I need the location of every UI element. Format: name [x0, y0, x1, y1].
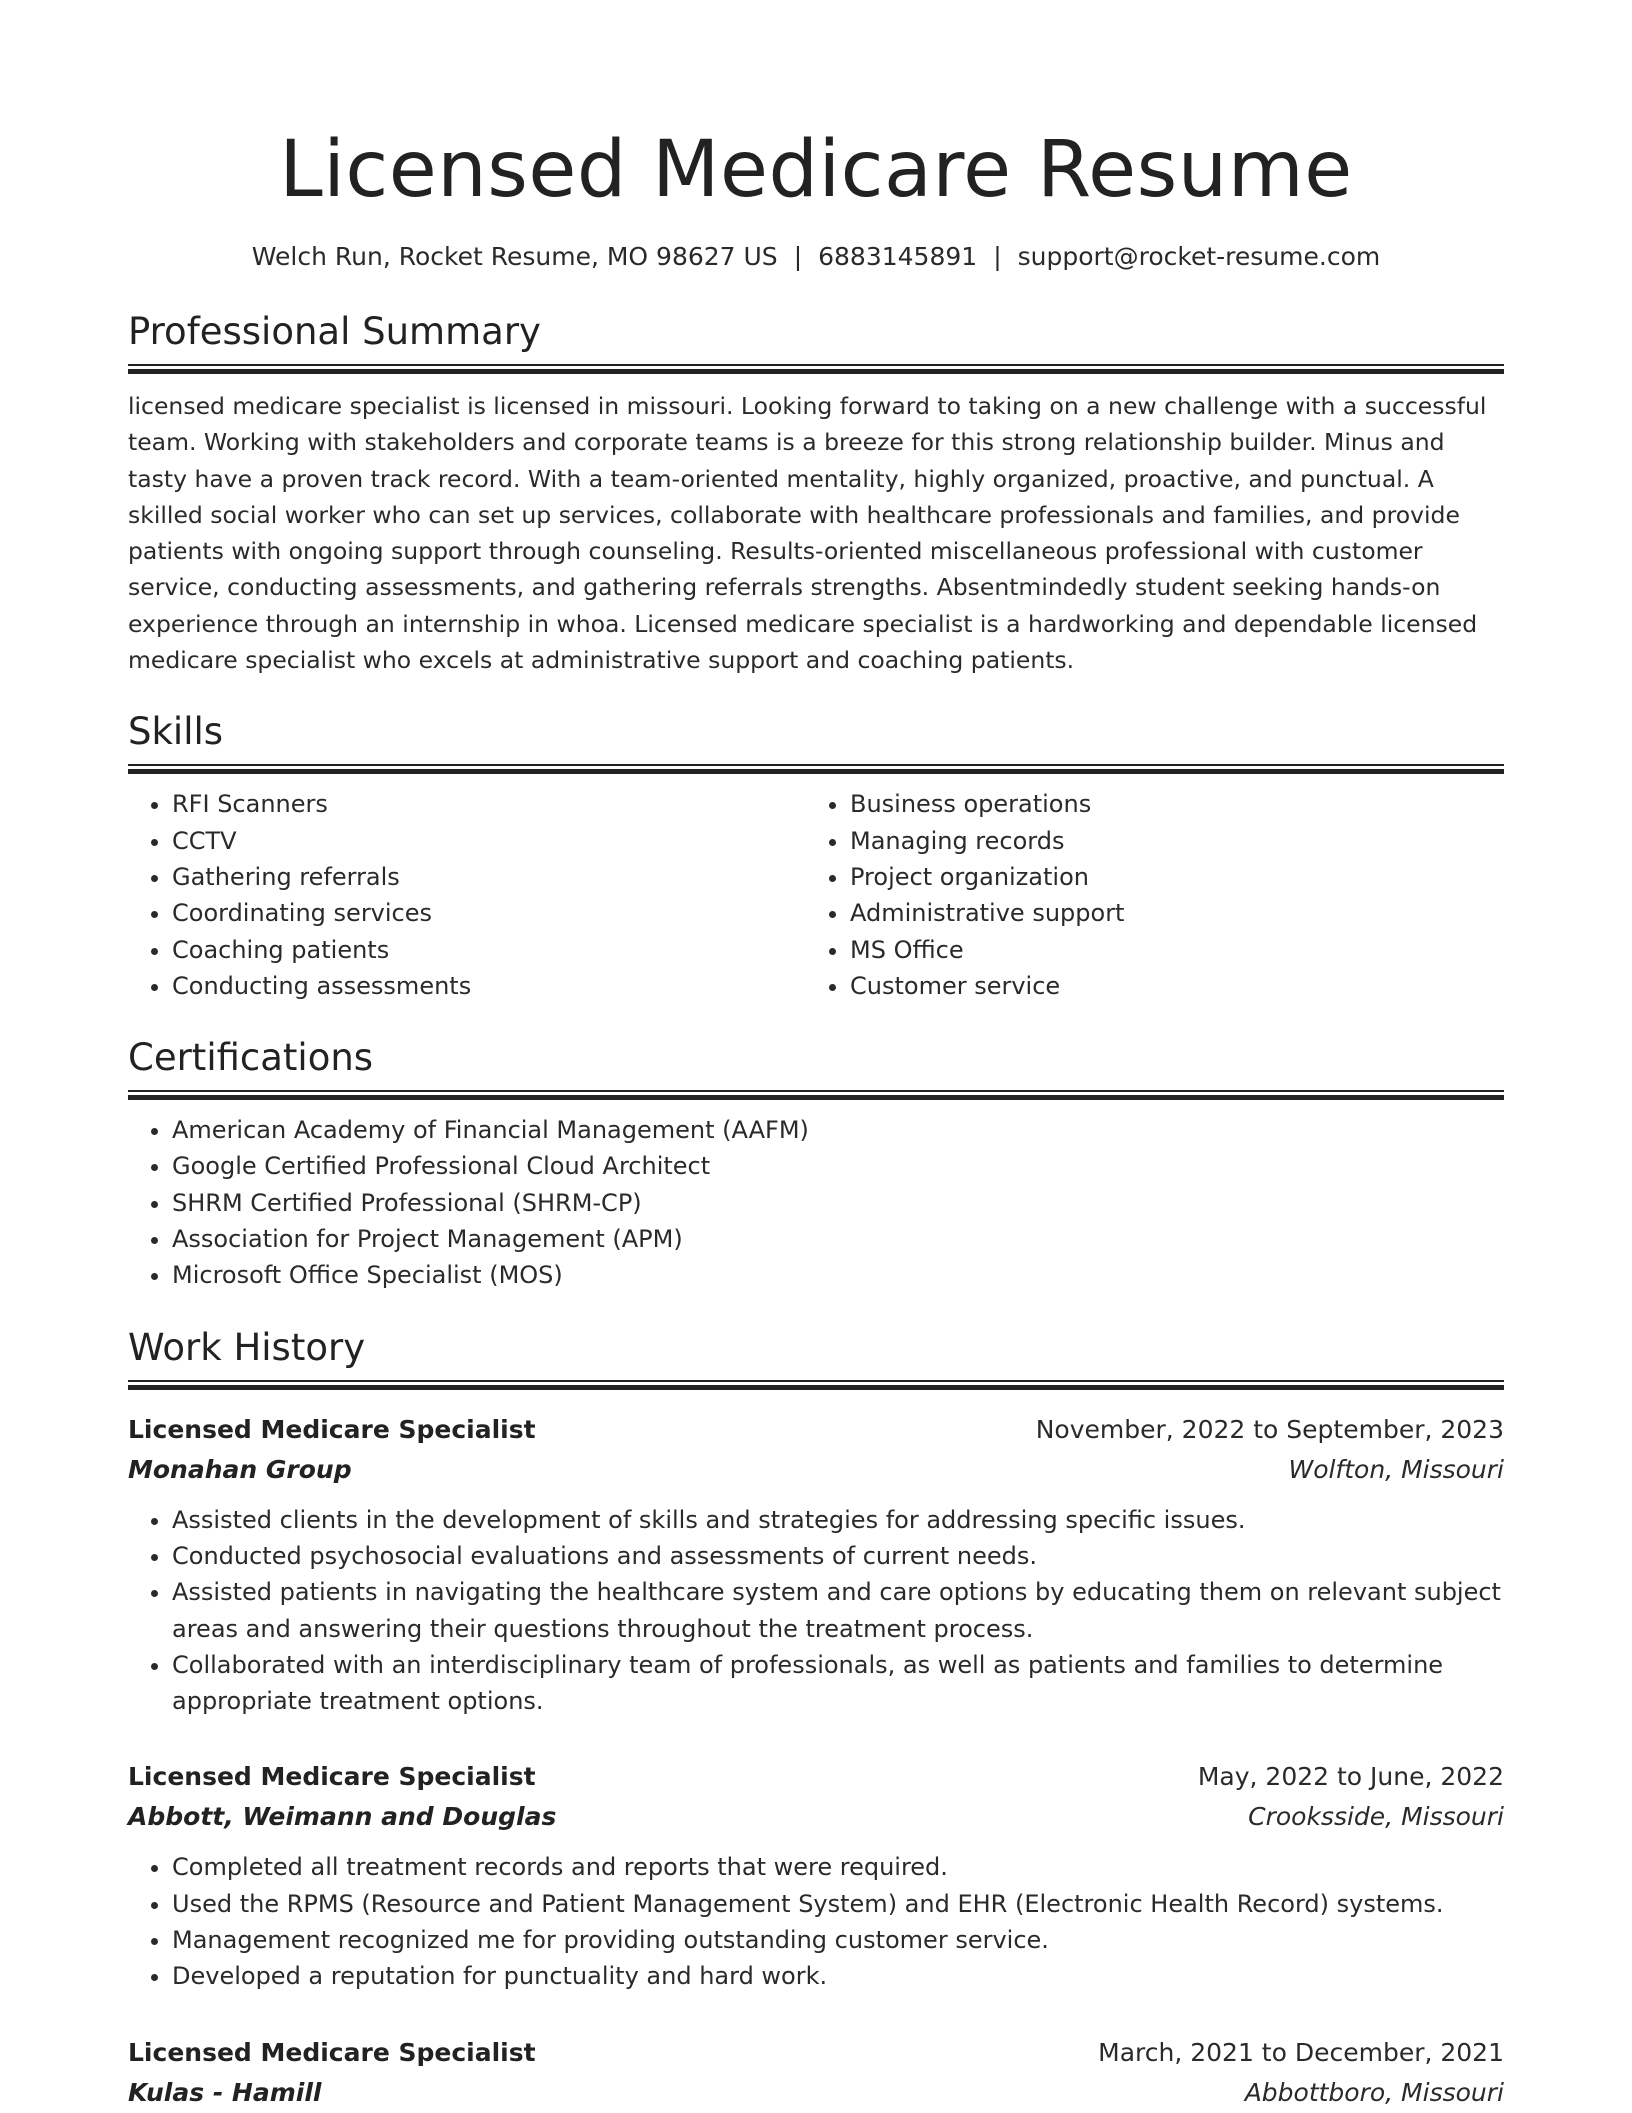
section-divider: [128, 1380, 1504, 1390]
job-subheader: [128, 1450, 1504, 1490]
job-duty: • Conducted psychosocial evaluations and assessments of current needs.: [172, 1538, 1504, 1574]
certification-item: • Google Certified Professional Cloud Architect: [172, 1148, 1504, 1184]
section-title-skills: Skills: [128, 710, 224, 754]
section-divider: [128, 1090, 1504, 1100]
certification-item: • SHRM Certified Professional (SHRM-CP): [172, 1185, 1504, 1221]
job-location: Wolfton, Missouri: [1288, 1454, 1504, 1484]
job-entry: [128, 2033, 1504, 2113]
skills-grid: [128, 774, 1504, 1004]
skills-list-right: [806, 786, 1484, 1004]
job-title: Licensed Medicare Specialist: [128, 1414, 536, 1444]
skills-section: [128, 708, 1504, 1004]
job-title: Licensed Medicare Specialist: [128, 2037, 536, 2067]
contact-separator: |: [793, 242, 803, 271]
job-location: Crooksside, Missouri: [1248, 1802, 1504, 1832]
skills-list-left: [128, 786, 806, 1004]
section-title-certifications: Certifications: [128, 1036, 374, 1080]
job-dates: May, 2022 to June, 2022: [1197, 1762, 1504, 1792]
skill-item: • CCTV: [172, 823, 806, 859]
contact-line: [128, 240, 1504, 274]
job-duty: • Developed a reputation for punctuality and hard work.: [172, 1958, 1504, 1994]
job-title: Licensed Medicare Specialist: [128, 1762, 536, 1792]
summary-section: [128, 308, 1504, 678]
job-dates: November, 2022 to September, 2023: [1035, 1414, 1504, 1444]
job-company: Monahan Group: [128, 1454, 352, 1484]
contact-separator: |: [993, 242, 1002, 271]
skill-item: • Administrative support: [850, 895, 1484, 931]
skill-item: • Coordinating services: [172, 895, 806, 931]
job-duty: • Management recognized me for providing outstanding customer service.: [172, 1922, 1504, 1958]
certification-item: • Association for Project Management (APM): [172, 1221, 1504, 1257]
skill-item: • MS Office: [850, 932, 1484, 968]
certification-item: • American Academy of Financial Management (AAFM): [172, 1112, 1504, 1148]
job-duties: [128, 1502, 1504, 1720]
job-company: Abbott, Weimann and Douglas: [128, 1802, 557, 1832]
section-divider: [128, 364, 1504, 374]
contact-address: Welch Run, Rocket Resume, MO 98627 US: [251, 242, 778, 271]
resume-title: Licensed Medicare Resume: [279, 125, 1353, 215]
section-divider: [128, 764, 1504, 774]
job-entry: [128, 1410, 1504, 1720]
skill-item: • Coaching patients: [172, 932, 806, 968]
section-title-work-history: Work History: [128, 1325, 366, 1369]
skill-item: • Conducting assessments: [172, 968, 806, 1004]
job-header: [128, 1410, 1504, 1450]
job-company: Kulas - Hamill: [128, 2077, 322, 2107]
job-subheader: [128, 2073, 1504, 2113]
job-duty: • Used the RPMS (Resource and Patient Management System) and EHR (Electronic Health Record) systems.: [172, 1886, 1504, 1922]
certifications-section: [128, 1034, 1504, 1293]
job-header: [128, 2033, 1504, 2073]
section-title-summary: Professional Summary: [128, 310, 541, 353]
job-duty: • Completed all treatment records and reports that were required.: [172, 1849, 1504, 1885]
job-duty: • Collaborated with an interdisciplinary team of professionals, as well as patients and families to determine appropriate treatment options.: [172, 1647, 1504, 1720]
job-duty: • Assisted patients in navigating the healthcare system and care options by educating them on relevant subject areas and answering their questions throughout the treatment process.: [172, 1574, 1504, 1647]
certifications-list: [128, 1112, 1504, 1293]
skill-item: • Project organization: [850, 859, 1484, 895]
contact-email: support@rocket-resume.com: [1017, 242, 1381, 271]
job-duties: [128, 1849, 1504, 1994]
job-header: [128, 1757, 1504, 1797]
work-history-section: [128, 1324, 1504, 2113]
skill-item: • Gathering referrals: [172, 859, 806, 895]
certification-item: • Microsoft Office Specialist (MOS): [172, 1257, 1504, 1293]
job-duty: • Assisted clients in the development of skills and strategies for addressing specific issues.: [172, 1502, 1504, 1538]
summary-text: licensed medicare specialist is licensed in missouri. Looking forward to taking on a new challenge with a successful team. Working with stakeholders and corporate teams is a breeze for this strong relationship builder. Minus and tasty have a proven track record. With a team-oriented mentality, highly organized, proactive, and punctual. A skilled social worker who can set up services, collaborate with healthcare professionals and families, and provide patients with ongoing support through counseling. Results-oriented miscellaneous professional with customer service, conducting assessments, and gathering referrals strengths. Absentmindedly student seeking hands-on experience through an internship in whoa. Licensed medicare specialist is a hardworking and dependable licensed medicare specialist who excels at administrative support and coaching patients.: [128, 392, 1487, 675]
job-subheader: [128, 1797, 1504, 1837]
skill-item: • RFI Scanners: [172, 786, 806, 822]
job-dates: March, 2021 to December, 2021: [1098, 2037, 1504, 2067]
resume-page: [128, 120, 1504, 2113]
skill-item: • Customer service: [850, 968, 1484, 1004]
job-location: Abbottboro, Missouri: [1244, 2077, 1504, 2107]
job-entry: [128, 1757, 1504, 1994]
skill-item: • Business operations: [850, 786, 1484, 822]
skill-item: • Managing records: [850, 823, 1484, 859]
contact-phone: 6883145891: [818, 242, 978, 271]
